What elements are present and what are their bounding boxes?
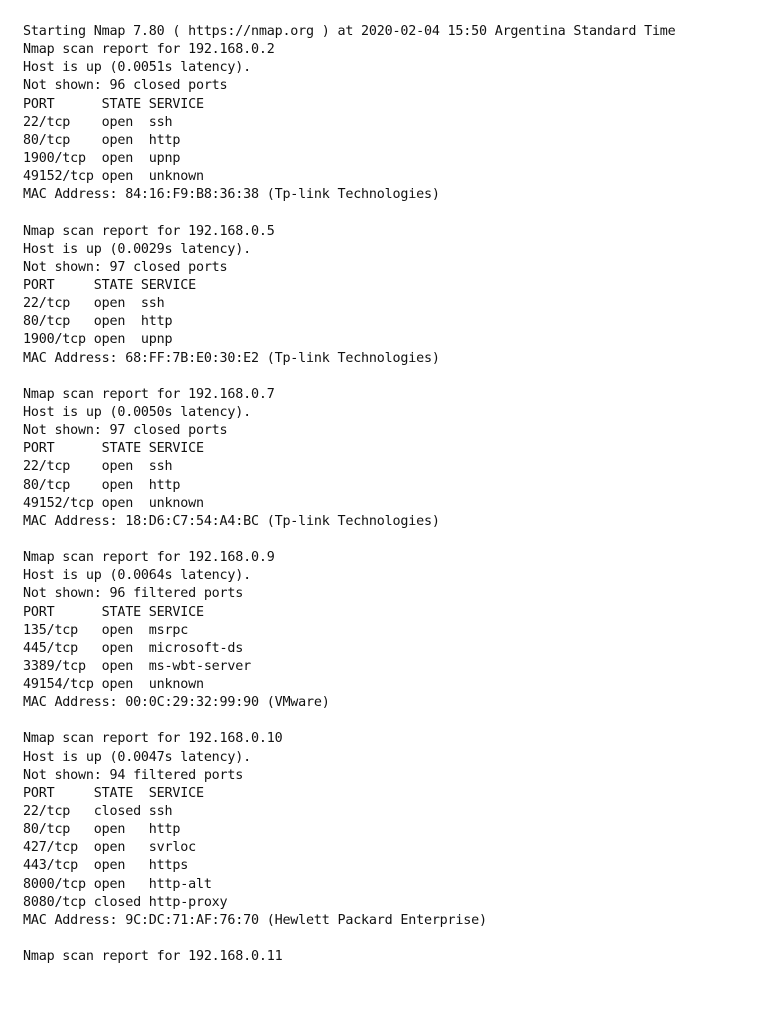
- port-row: 22/tcp open ssh: [23, 296, 165, 312]
- mac-address-line: MAC Address: 00:0C:29:32:99:90 (VMware): [23, 695, 330, 711]
- port-row: 445/tcp open microsoft-ds: [23, 640, 244, 656]
- not-shown-line: Not shown: 97 closed ports: [23, 259, 228, 275]
- blank-line: [23, 204, 753, 222]
- not-shown-line: Not shown: 94 filtered ports: [23, 767, 244, 783]
- port-row: 80/tcp open http: [23, 477, 181, 493]
- host-status: Host is up (0.0029s latency).: [23, 241, 251, 257]
- report-title: Nmap scan report for 192.168.0.9: [23, 550, 275, 566]
- port-row: 22/tcp open ssh: [23, 114, 173, 130]
- scan-report: [23, 549, 753, 712]
- mac-address-line: MAC Address: 18:D6:C7:54:A4:BC (Tp-link Technologies): [23, 513, 440, 529]
- blank-line: [23, 930, 753, 948]
- scan-report: [23, 41, 753, 204]
- port-row: 22/tcp closed ssh: [23, 804, 173, 820]
- scan-start-line: Starting Nmap 7.80 ( https://nmap.org ) at 2020-02-04 15:50 Argentina Standard Time: [23, 24, 676, 39]
- scan-report: [23, 386, 753, 531]
- port-row: 427/tcp open svrloc: [23, 840, 196, 856]
- port-row: 80/tcp open http: [23, 822, 181, 838]
- not-shown-line: Not shown: 97 closed ports: [23, 423, 228, 439]
- report-title: Nmap scan report for 192.168.0.7: [23, 386, 275, 402]
- port-table-header: PORT STATE SERVICE: [23, 441, 204, 457]
- port-row: 49154/tcp open unknown: [23, 677, 204, 693]
- host-status: Host is up (0.0047s latency).: [23, 749, 251, 765]
- blank-line: [23, 712, 753, 730]
- terminal-output: [23, 23, 753, 966]
- port-row: 8000/tcp open http-alt: [23, 876, 212, 892]
- port-row: 8080/tcp closed http-proxy: [23, 894, 228, 910]
- report-title: Nmap scan report for 192.168.0.5: [23, 223, 275, 239]
- port-table-header: PORT STATE SERVICE: [23, 785, 204, 801]
- scan-report: [23, 223, 753, 368]
- port-row: 49152/tcp open unknown: [23, 495, 204, 511]
- not-shown-line: Not shown: 96 filtered ports: [23, 586, 244, 602]
- port-row: 80/tcp open http: [23, 132, 181, 148]
- port-row: 80/tcp open http: [23, 314, 173, 330]
- mac-address-line: MAC Address: 9C:DC:71:AF:76:70 (Hewlett Packard Enterprise): [23, 912, 487, 928]
- port-row: 22/tcp open ssh: [23, 459, 173, 475]
- scan-report: [23, 730, 753, 930]
- host-status: Host is up (0.0051s latency).: [23, 60, 251, 76]
- port-row: 3389/tcp open ms-wbt-server: [23, 658, 251, 674]
- report-title: Nmap scan report for 192.168.0.10: [23, 731, 283, 747]
- blank-line: [23, 531, 753, 549]
- report-title: Nmap scan report for 192.168.0.2: [23, 42, 275, 58]
- port-table-header: PORT STATE SERVICE: [23, 96, 204, 112]
- host-status: Host is up (0.0050s latency).: [23, 404, 251, 420]
- blank-line: [23, 368, 753, 386]
- port-table-header: PORT STATE SERVICE: [23, 604, 204, 620]
- host-status: Host is up (0.0064s latency).: [23, 568, 251, 584]
- not-shown-line: Not shown: 96 closed ports: [23, 78, 228, 94]
- port-row: 443/tcp open https: [23, 858, 189, 874]
- mac-address-line: MAC Address: 68:FF:7B:E0:30:E2 (Tp-link Technologies): [23, 350, 440, 366]
- port-row: 135/tcp open msrpc: [23, 622, 189, 638]
- port-table-header: PORT STATE SERVICE: [23, 277, 196, 293]
- port-row: 1900/tcp open upnp: [23, 150, 181, 166]
- report-title: Nmap scan report for 192.168.0.11: [23, 949, 283, 965]
- port-row: 1900/tcp open upnp: [23, 332, 173, 348]
- mac-address-line: MAC Address: 84:16:F9:B8:36:38 (Tp-link Technologies): [23, 187, 440, 203]
- port-row: 49152/tcp open unknown: [23, 169, 204, 185]
